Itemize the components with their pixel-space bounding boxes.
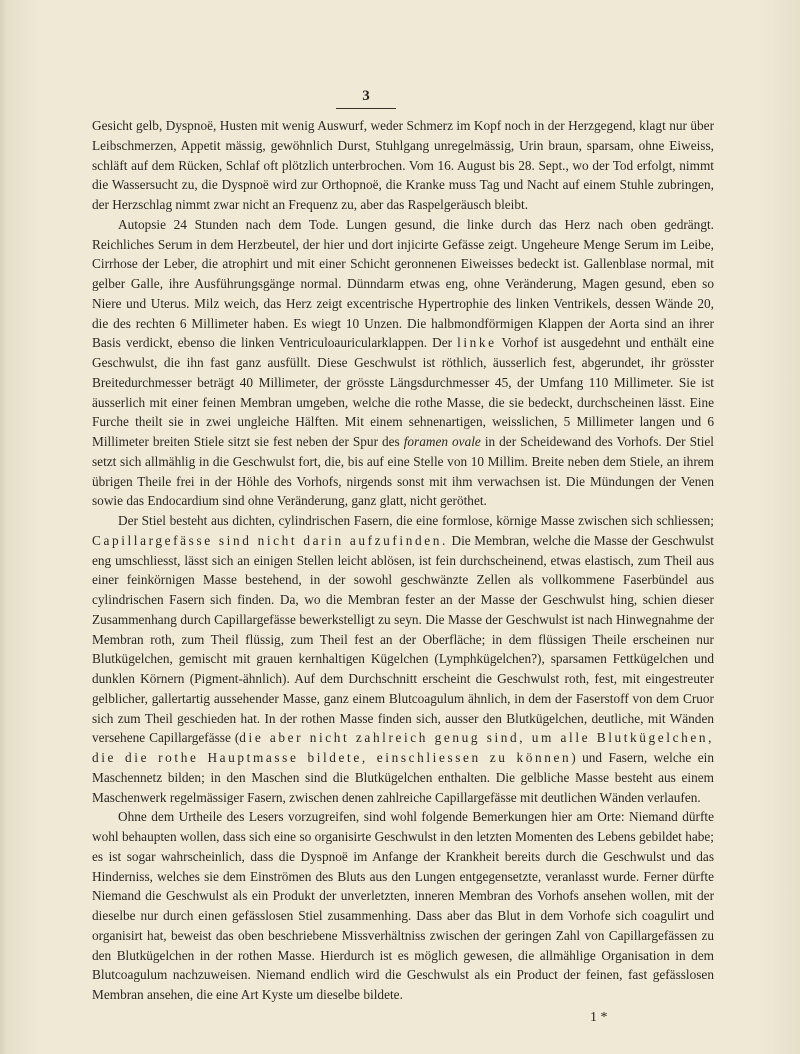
text-run: in der Scheidewand des Vorhofs. Der Stiel setzt sich allmählig in die Geschwulst fort, die, bis auf eine Stelle von 10 Millim. Breite neben dem Stiele, an ihrem übrigen Theile frei in der Höhle des Vorhofs, nirgends sonst mit ihm verwachsen ist. Die Mündungen der Venen sowie das Endocardium sind ohne Veränderung, ganz glatt, nicht geröthet. <box>92 434 714 509</box>
page-edge-shadow <box>0 0 6 1054</box>
text-run: Der Stiel besteht aus dichten, cylindrischen Fasern, die eine formlose, körnige Masse zwischen sich schliessen; <box>118 513 714 528</box>
emphasized-text: die aber nicht zahlreich genug sind, um alle Blutkügelchen, die die rothe Hauptmasse bildete, einschliessen zu können <box>92 730 714 765</box>
text-run: Autopsie 24 Stunden nach dem Tode. Lungen gesund, die linke durch das Herz nach oben gedrängt. Reichliches Serum in dem Herzbeutel, der hier und dort injicirte Gefässe zeigt. Ungeheure Menge Serum im Leibe, Cirrhose der Leber, die atrophirt und mit einer Schicht geronnenen Eiweisses bedeckt ist. Gallenblase normal, mit gelber Galle, ihre Ausführungsgänge normal. Dünndarm etwas eng, ohne Veränderung, Magen gesund, eben so Niere und Uterus. Milz weich, das Herz zeigt excentrische Hypertrophie des linken Ventrikels, dessen Wände 20, die des rechten 6 Millimeter haben. Es wiegt 10 Unzen. Die halbmondförmigen Klappen der Aorta sind an ihrer Basis verdickt, ebenso die linken Ventriculoauricularklappen. Der <box>92 216 714 351</box>
text-run: ) und Fasern, welche ein Maschennetz bilden; in den Maschen sind die Blutkügelchen enthalten. Die gelbliche Masse besteht aus einem Maschenwerk regelmässiger Fasern, zwischen denen zahlreiche Capillargefässe mit deutlichen Wänden verlaufen. <box>92 750 714 805</box>
emphasized-text: Capillargefässe sind nicht darin aufzufinden. <box>92 532 448 548</box>
body-text <box>92 116 714 1005</box>
paragraph <box>92 215 714 511</box>
text-run: Vorhof ist ausgedehnt und enthält eine Geschwulst, die ihn fast ganz ausfüllt. Diese Geschwulst ist röthlich, äusserlich fest, abgerundet, ihr grösster Breitedurchmesser beträgt 40 Millimeter, der grösste Längsdurchmesser 45, der Umfang 110 Millimeter. Sie ist äusserlich mit einer feinen Membran umgeben, welche die rothe Masse, die sie bedeckt, durchscheinen lässt. Eine Furche theilt sie in zwei ungleiche Hälften. Mit einem sehnenartigen, weisslichen, 5 Millimeter langen und 6 Millimeter breiten Stiele sitzt sie fest neben der Spur des <box>92 335 714 449</box>
text-run: Gesicht gelb, Dyspnoë, Husten mit wenig Auswurf, weder Schmerz im Kopf noch in der Herzgegend, klagt nur über Leibschmerzen, Appetit mässig, gewöhnlich Durst, Stuhlgang unregelmässig, Urin braun, sparsam, ohne Eiweiss, schläft auf dem Rücken, Schlaf oft plötzlich unterbrochen. Vom 16. August bis 28. Sept., wo der Tod erfolgt, nimmt die Wassersucht zu, die Dyspnoë wird zur Orthopnoë, die Kranke muss Tag und Nacht auf einem Stuhle zubringen, der Herzschlag nimmt zwar nicht an Frequenz zu, aber das Raspelgeräusch bleibt. <box>92 118 714 212</box>
paragraph <box>92 116 714 215</box>
paragraph <box>92 807 714 1005</box>
paragraph <box>92 511 714 807</box>
page-number-rule <box>336 108 396 109</box>
text-run: Die Membran, welche die Masse der Geschwulst eng umschliesst, lässt sich an einigen Stellen leicht ablösen, ist fein durchscheinend, etwas elastisch, zum Theil aus einer feinkörnigen Masse bestehend, in der sowohl geschwänzte Zellen als vollkommene Faserbündel aus cylindrischen Fasern sich finden. Da, wo die Membran fester an der Masse der Geschwulst hing, schien dieser Zusammenhang durch Capillargefässe bewerkstelligt zu seyn. Die Masse der Geschwulst ist nach Hinwegnahme der Membran roth, zum Theil flüssig, zum Theil fest an der Oberfläche; in dem flüssigen Theile erscheinen nur Blutkügelchen, gemischt mit grauen kernhaltigen Kügelchen (Lymphkügelchen?), sparsamen Fettkügelchen und dunklen Körnern (Pigment-ähnlich). Auf dem Durchschnitt erscheint die Geschwulst roth, fest, mit eingestreuter gelblicher, gallertartig aussehender Masse, ganz einem Blutcoagulum ähnlich, in dem der Faserstoff von dem Cruor sich zum Theil geschieden hat. In der rothen Masse finden sich, ausser den Blutkügelchen, deutliche, mit Wänden versehene Capillargefässe ( <box>92 532 714 746</box>
italic-term: foramen ovale <box>403 434 481 449</box>
text-run: Ohne dem Urtheile des Lesers vorzugreifen, sind wohl folgende Bemerkungen hier am Orte: Niemand dürfte wohl behaupten wollen, dass sich eine so organisirte Geschwulst in den letzten Momenten des Lebens gebildet habe; es ist sogar wahrscheinlich, dass die Dyspnoë im Anfange der Krankheit bereits durch die Geschwulst und das Hinderniss, welches sie dem Einströmen des Bluts aus den Lungen entgegensetzte, veranlasst wurde. Ferner dürfte Niemand die Geschwulst als ein Produkt der unverletzten, inneren Membran des Vorhofs ansehen wollen, mit der dieselbe nur durch einen gefässlosen Stiel zusammenhing. Dass aber das Blut in dem Vorhofe sich coagulirt und organisirt hat, beweist das oben beschriebene Missverhältniss zwischen der geringen Zahl von Capillargefässen zu den Blutkügelchen in der rothen Masse. Hierdurch ist es möglich gewesen, die allmählige Organisation in dem Blutcoagulum nachzuweisen. Niemand endlich wird die Geschwulst als ein Product der feinen, fast gefässlosen Membran ansehen, die eine Art Kyste um dieselbe bildete. <box>92 809 714 1002</box>
signature-mark: 1 * <box>590 1010 608 1025</box>
emphasized-text: linke <box>457 335 497 351</box>
page-number: 3 <box>362 88 370 104</box>
